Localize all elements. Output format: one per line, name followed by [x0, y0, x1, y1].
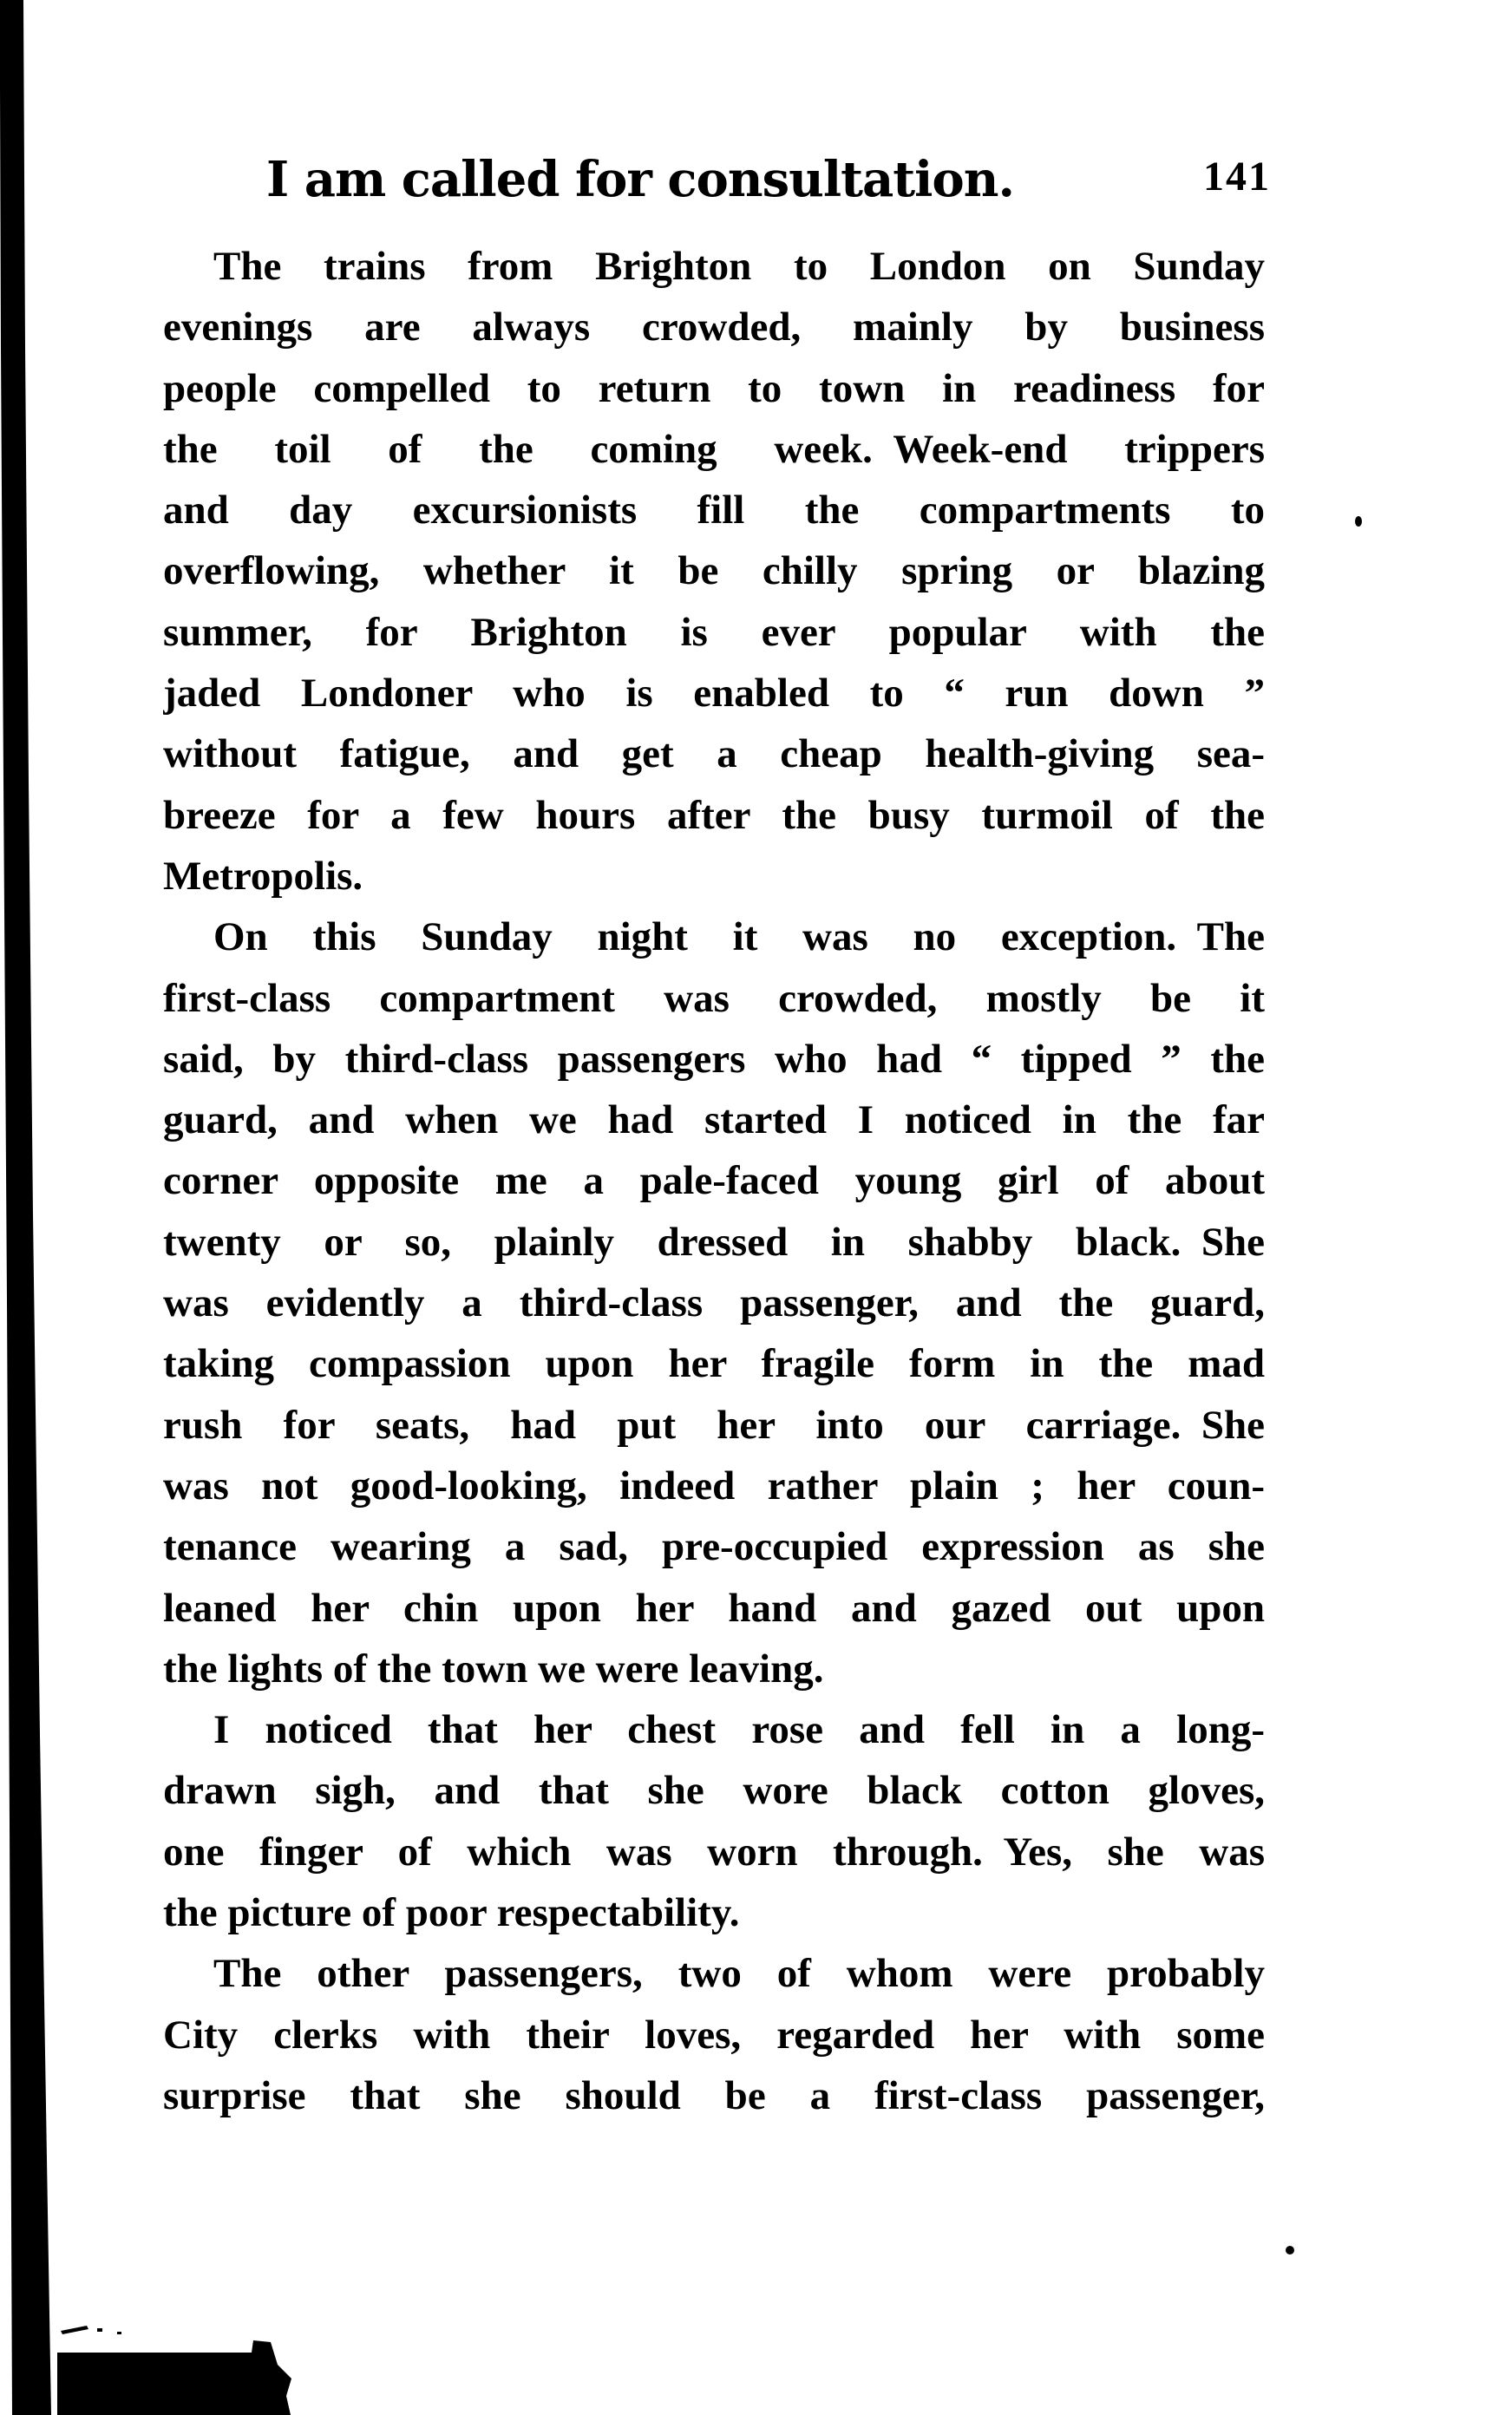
text-line: the lights of the town we were leaving. [163, 1646, 824, 1692]
text-line: one finger of which was worn through. Yes, she was [163, 1829, 1265, 1875]
text-line: rush for seats, had put her into our carriage. She [163, 1402, 1265, 1448]
chapter-title: I am called for consultation. [266, 151, 1014, 208]
text-line: tenance wearing a sad, pre-occupied expression as she [163, 1524, 1265, 1570]
text-line: surprise that she should be a first-class passenger, [163, 2072, 1265, 2118]
text-line: the picture of poor respectability. [163, 1890, 740, 1936]
text-line: said, by third-class passengers who had “ tipped ” the [163, 1036, 1265, 1082]
specks-above-ink-blot-artifact [61, 2326, 88, 2334]
text-line: On this Sunday night it was no exception. The [213, 914, 1265, 960]
body-text [163, 236, 1265, 2126]
text-line: drawn sigh, and that she wore black cotton gloves, [163, 1768, 1265, 1814]
text-line: evenings are always crowded, mainly by business [163, 304, 1265, 350]
text-line: The trains from Brighton to London on Sunday [213, 244, 1265, 289]
speck-bottom-right-artifact [1286, 2246, 1294, 2255]
text-line: and day excursionists fill the compartments to [163, 488, 1265, 533]
text-line: was not good-looking, indeed rather plain ; her coun- [163, 1463, 1265, 1509]
specks-above-ink-blot-artifact [117, 2332, 121, 2334]
text-line: jaded Londoner who is enabled to “ run down ” [163, 671, 1265, 717]
text-line: first-class compartment was crowded, mostly be it [163, 975, 1265, 1021]
text-line: breeze for a few hours after the busy turmoil of the [163, 792, 1265, 838]
paragraph [163, 236, 1265, 906]
bottom-left-ink-blot-artifact [57, 2340, 291, 2415]
text-line: summer, for Brighton is ever popular with the [163, 609, 1265, 655]
text-line: guard, and when we had started I noticed in the far [163, 1097, 1265, 1143]
text-line: I noticed that her chest rose and fell in a long- [213, 1707, 1265, 1753]
specks-above-ink-blot-artifact [97, 2328, 102, 2332]
paragraph [163, 906, 1265, 1699]
left-edge-binding-shadow-artifact [0, 0, 51, 2415]
text-line: overflowing, whether it be chilly spring or blazing [163, 548, 1265, 594]
page-number: 141 [1203, 154, 1271, 200]
text-line: the toil of the coming week. Week-end trippers [163, 426, 1265, 472]
text-line: corner opposite me a pale-faced young girl of about [163, 1158, 1265, 1204]
text-line: was evidently a third-class passenger, and the guard, [163, 1280, 1265, 1326]
page-header [163, 153, 1271, 210]
text-line: twenty or so, plainly dressed in shabby black. She [163, 1219, 1265, 1265]
text-line: The other passengers, two of whom were probably [213, 1951, 1265, 1997]
text-line: leaned her chin upon her hand and gazed out upon [163, 1585, 1265, 1631]
paragraph [163, 1699, 1265, 1943]
speck-right-margin-artifact [1355, 516, 1362, 527]
text-line: Metropolis. [163, 853, 363, 899]
text-line: taking compassion upon her fragile form in the mad [163, 1341, 1265, 1387]
text-line: without fatigue, and get a cheap health-giving sea- [163, 731, 1265, 777]
paragraph [163, 1943, 1265, 2126]
text-line: people compelled to return to town in readiness for [163, 365, 1265, 411]
text-line: City clerks with their loves, regarded her with some [163, 2012, 1265, 2058]
